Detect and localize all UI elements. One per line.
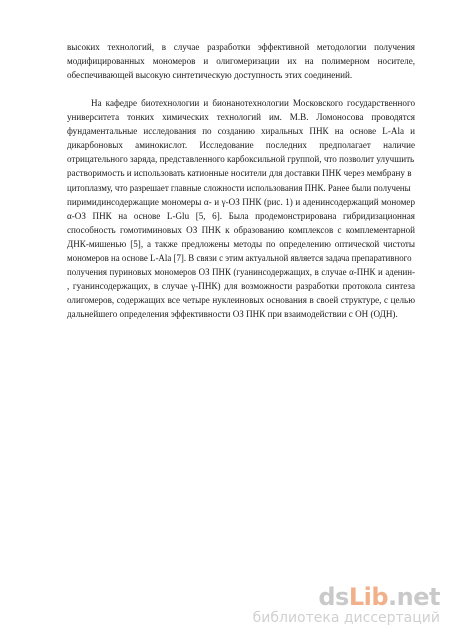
text-line: пиримидинсодержащие мономеры α- и γ-ОЗ ПНК (рис. 1) и аденинсодержащий мономер — [67, 196, 415, 207]
text-line: дальнейшего определения эффективности ОЗ ПНК при взаимодействии с ОН (ОДН). — [67, 309, 398, 320]
text-line: отрицательного заряда, представленного карбоксильной группой, что позволит улучшить — [67, 154, 415, 165]
text-line: фундаментальные исследования по созданию хиральных ПНК на основе L-Ala и — [67, 126, 415, 137]
text-line: α-ОЗ ПНК на основе L-Glu [5, 6]. Была продемонстрирована гибридизационная — [67, 210, 415, 221]
text-line: ДНК-мишенью [5], а также предложены методы по определению оптической чистоты — [67, 238, 415, 249]
site-watermark — [253, 585, 440, 626]
text-line: обеспечивающей высокую синтетическую доступность этих соединений. — [67, 70, 353, 81]
text-line: университета тонких химических технологий им. М.В. Ломоносова проводятся — [67, 112, 415, 123]
text-line: цитоплазму, что разрешает главные сложности использования ПНК. Ранее были получены — [67, 182, 411, 193]
text-line: растворимость и использовать катионные носители для доставки ПНК через мембрану в — [67, 168, 412, 179]
text-line: На кафедре биотехнологии и бионанотехнологии Московского государственного — [91, 98, 415, 108]
paragraph-continuation — [67, 40, 415, 82]
watermark-logo: dsLib.net — [318, 583, 440, 611]
text-line: мономеров на основе L-Ala [7]. В связи с этим актуальной является задача препаративного — [67, 253, 412, 264]
text-line: высоких технологий, в случае разработки эффективной методологии получения — [67, 42, 415, 52]
text-line: , гуанинсодержащих, в случае γ-ПНК) для возможности разработки протокола синтеза — [67, 281, 415, 292]
text-line: олигомеров, содержащих все четыре нуклеиновых основания в своей структуре, с целью — [67, 295, 415, 306]
text-line: способность гомотиминовых ОЗ ПНК к образованию комплексов с комплементарной — [67, 224, 415, 235]
watermark-caption: библиотека диссертаций — [252, 610, 440, 626]
text-line: дикарбоновых аминокислот. Исследование последних предполагает наличие — [67, 140, 415, 151]
text-line: получения пуриновых мономеров ОЗ ПНК (гуанинсодержащих, в случае α-ПНК и аденин- — [67, 267, 415, 278]
text-line: модифицированных мономеров и олигомеризации их на полимерном носителе, — [67, 56, 415, 67]
paragraph-main — [67, 96, 415, 322]
